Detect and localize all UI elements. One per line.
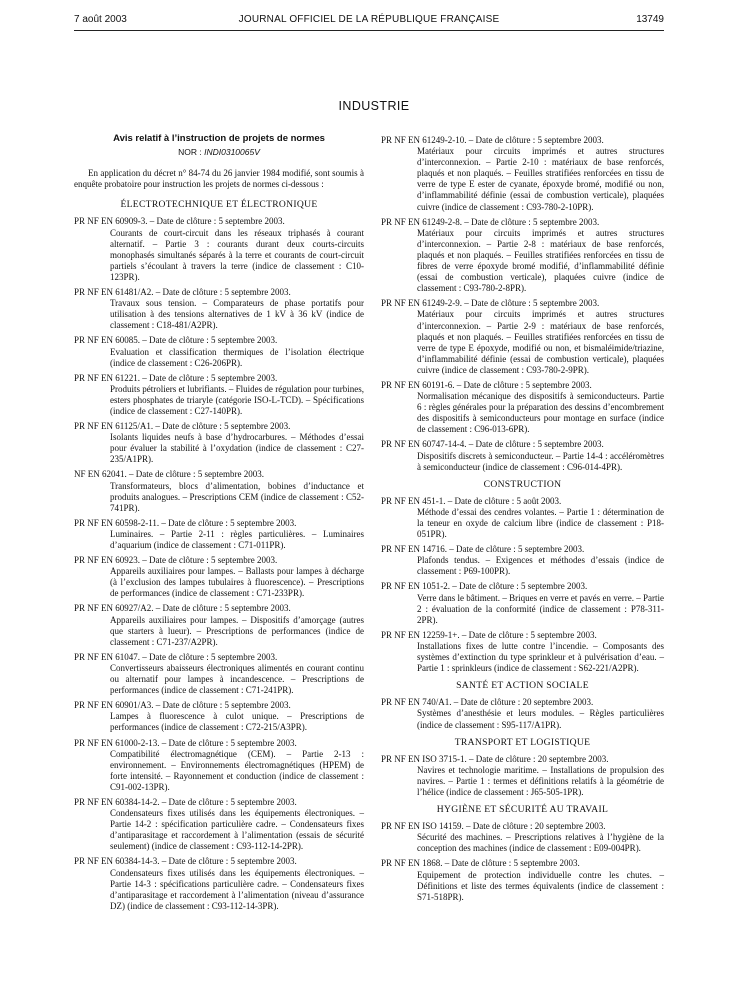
entry-reference: PR NF EN 60384-14-2. – Date de clôture : 5 septembre 2003.	[74, 796, 297, 807]
standard-entry	[381, 581, 664, 625]
entry-list	[381, 754, 664, 798]
entry-reference: PR NF EN 60747-14-4. – Date de clôture : 5 septembre 2003.	[381, 439, 604, 450]
entry-description: Installations fixes de lutte contre l’incendie. – Composants des systèmes d’extinction du type sprinkleur et à pulvérisation d’eau. – Partie 1 : sprinkleurs (indice de classement : S62-221/A2PR).	[417, 640, 664, 674]
entry-description: Compatibilité électromagnétique (CEM). – Partie 2-13 : environnement. – Environnements électromagnétiques (HPEM) de forte intensité. – Rayonnement et conduction (indice de classement : C91-002-13PR).	[110, 748, 364, 792]
entry-description: Sécurité des machines. – Prescriptions relatives à l’hygiène de la conception des machines (indice de classement : E09-004PR).	[417, 832, 664, 854]
header-date: 7 août 2003	[74, 14, 127, 25]
category-heading: ÉLECTROTECHNIQUE ET ÉLECTRONIQUE	[120, 199, 318, 211]
entry-reference: PR NF EN 60927/A2. – Date de clôture : 5 septembre 2003.	[74, 603, 291, 614]
entry-reference: PR NF EN ISO 14159. – Date de clôture : 20 septembre 2003.	[381, 821, 606, 832]
entry-list	[381, 496, 664, 674]
standard-entry	[381, 380, 664, 435]
entry-description: Convertisseurs abaisseurs électroniques alimentés en courant continu ou alternatif pour lampes à incandescence. – Prescriptions de performances (indice de classement : C71-241PR).	[110, 662, 364, 696]
entry-reference: PR NF EN 61481/A2. – Date de clôture : 5 septembre 2003.	[74, 287, 291, 298]
section-title: INDUSTRIE	[338, 99, 410, 113]
left-column	[74, 133, 364, 916]
standard-entry	[381, 496, 664, 540]
entry-reference: PR NF EN 60384-14-3. – Date de clôture : 5 septembre 2003.	[74, 856, 297, 867]
notice-intro: En application du décret n° 84-74 du 26 janvier 1984 modifié, sont soumis à enquête probatoire pour instruction les projets de normes ci-dessous :	[74, 168, 364, 190]
entry-list	[381, 697, 664, 730]
nor-line	[74, 147, 364, 158]
standard-entry	[381, 821, 664, 854]
entry-reference: PR NF EN 1051-2. – Date de clôture : 5 septembre 2003.	[381, 581, 588, 592]
entry-description: Plafonds tendus. – Exigences et méthodes d’essais (indice de classement : P69-100PR).	[417, 555, 664, 577]
entry-reference: PR NF EN 451-1. – Date de clôture : 5 août 2003.	[381, 495, 562, 506]
entry-description: Matériaux pour circuits imprimés et autres structures d’interconnexion. – Partie 2-8 : matériaux de base renforcés, plaqués et non plaqués. – Feuilles stratifiées renforcées en tissu de fibres de verre époxyde bromé modifié, d’inflammabilité définie (essai de combustion verticale), plaquées cuivre (indice de classement : C93-780-2-8PR).	[417, 227, 664, 294]
standard-entry	[381, 298, 664, 376]
entry-description: Matériaux pour circuits imprimés et autres structures d’interconnexion. – Partie 2-9 : matériaux de base renforcés, plaqués et non plaqués. – Feuilles stratifiées renforcées en tissu de verre de type E époxyde, modifié ou non, et bismaléimide/triazine, d’inflammabilité définie (essai de combustion verticale), plaquées cuivre (indice de classement : C93-780-2-9PR).	[417, 309, 664, 375]
entry-reference: PR NF EN 61221. – Date de clôture : 5 septembre 2003.	[74, 372, 278, 383]
entry-reference: PR NF EN 61249-2-9. – Date de clôture : 5 septembre 2003.	[381, 298, 600, 309]
entry-reference: PR NF EN 14716. – Date de clôture : 5 septembre 2003.	[381, 544, 585, 555]
standard-entry	[381, 697, 664, 730]
standard-entry	[381, 544, 664, 577]
nor-code: INDI0310065V	[204, 147, 260, 158]
entry-reference: NF EN 62041. – Date de clôture : 5 septembre 2003.	[74, 469, 264, 480]
standard-entry	[381, 754, 664, 798]
entry-description: Equipement de protection individuelle contre les chutes. – Définitions et liste des termes équivalents (indice de classement : S71-518PR).	[417, 869, 664, 902]
category-heading: HYGIÈNE ET SÉCURITÉ AU TRAVAIL	[436, 804, 609, 816]
standard-entry	[381, 858, 664, 902]
entry-description: Courants de court-circuit dans les réseaux triphasés à courant alternatif. – Partie 3 : courants durant deux courts-circuits monophasés simultanés séparés à la terre et courants de court-circuit partiels s’écoulant à travers la terre (indice de classement : C10-123PR).	[110, 227, 364, 282]
entry-reference: PR NF EN 61125/A1. – Date de clôture : 5 septembre 2003.	[74, 421, 291, 432]
entry-list	[381, 821, 664, 903]
standard-entry	[74, 603, 364, 647]
category-heading: CONSTRUCTION	[483, 478, 562, 490]
entry-description: Matériaux pour circuits imprimés et autres structures d’interconnexion. – Partie 2-10 : matériaux de base renforcés, plaqués et non plaqués. – Feuilles stratifiées renforcées en tissu de verre de type E ester de cyanate, époxyde bromé, modifié ou non, d’inflammabilité définie (essai de combustion verticale), plaquées cuivre (indice de classement : C93-780-2-10PR).	[417, 146, 664, 212]
standard-entry	[74, 856, 364, 911]
standard-entry	[74, 216, 364, 283]
entry-description: Verre dans le bâtiment. – Briques en verre et pavés en verre. – Partie 2 : évaluation de la conformité (indice de classement : P78-311-2PR).	[417, 592, 664, 625]
page-header	[74, 14, 664, 28]
entry-reference: PR NF EN 61047. – Date de clôture : 5 septembre 2003.	[74, 651, 278, 662]
standard-entry	[74, 287, 364, 331]
entry-description: Systèmes d’anesthésie et leurs modules. – Règles particulières (indice de classement : S95-117/A1PR).	[417, 708, 664, 730]
standard-entry	[74, 469, 364, 513]
entry-description: Normalisation mécanique des dispositifs à semiconducteurs. Partie 6 : règles générales pour la préparation des dessins d’encombrement des dispositifs à semiconducteurs pour montage en surface (indice de classement : C96-013-6PR).	[417, 391, 664, 435]
standard-entry	[74, 518, 364, 551]
entry-reference: PR NF EN 60909-3. – Date de clôture : 5 septembre 2003.	[74, 216, 285, 227]
right-column	[381, 135, 664, 907]
standard-entry	[74, 555, 364, 599]
entry-reference: PR NF EN ISO 3715-1. – Date de clôture : 20 septembre 2003.	[381, 753, 609, 764]
entry-reference: PR NF EN 12259-1+. – Date de clôture : 5 septembre 2003.	[381, 629, 597, 640]
standard-entry	[74, 373, 364, 417]
page-number: 13749	[636, 14, 664, 25]
notice-title: Avis relatif à l’instruction de projets de normes	[113, 133, 325, 144]
entry-reference: PR NF EN 60598-2-11. – Date de clôture : 5 septembre 2003.	[74, 517, 297, 528]
entry-description: Produits pétroliers et lubrifiants. – Fluides de régulation pour turbines, esters phosphates de triaryle (catégorie ISO-L-TCD). – Spécifications (indice de classement : C27-140PR).	[110, 383, 364, 416]
entry-reference: PR NF EN 61249-2-8. – Date de clôture : 5 septembre 2003.	[381, 216, 600, 227]
standard-entry	[74, 335, 364, 368]
entry-reference: PR NF EN 60085. – Date de clôture : 5 septembre 2003.	[74, 335, 278, 346]
entry-description: Méthode d’essai des cendres volantes. – Partie 1 : détermination de la teneur en oxyde de calcium libre (indice de classement : P18-051PR).	[417, 506, 664, 540]
standard-entry	[74, 421, 364, 465]
header-rule	[74, 30, 664, 31]
journal-title: JOURNAL OFFICIEL DE LA RÉPUBLIQUE FRANÇAISE	[238, 14, 500, 25]
entry-reference: PR NF EN 60191-6. – Date de clôture : 5 septembre 2003.	[381, 379, 592, 390]
entry-list	[74, 216, 364, 911]
nor-label: NOR :	[178, 147, 202, 158]
entry-reference: PR NF EN 61249-2-10. – Date de clôture : 5 septembre 2003.	[381, 135, 604, 145]
entry-description: Luminaires. – Partie 2-11 : règles particulières. – Luminaires d’aquarium (indice de classement : C71-011PR).	[110, 528, 364, 550]
standard-entry	[381, 217, 664, 295]
entry-reference: PR NF EN 60901/A3. – Date de clôture : 5 septembre 2003.	[74, 700, 291, 711]
entry-reference: PR NF EN 1868. – Date de clôture : 5 septembre 2003.	[381, 858, 580, 869]
entry-reference: PR NF EN 61000-2-13. – Date de clôture : 5 septembre 2003.	[74, 737, 297, 748]
entry-description: Dispositifs discrets à semiconducteur. – Partie 14-4 : accéléromètres à semiconducteur (indice de classement : C96-014-4PR).	[417, 450, 664, 472]
entry-description: Transformateurs, blocs d’alimentation, bobines d’inductance et produits analogues. – Prescriptions CEM (indice de classement : C52-741PR).	[110, 480, 364, 513]
entry-description: Lampes à fluorescence à culot unique. – Prescriptions de performances (indice de classement : C72-215/A3PR).	[110, 711, 364, 733]
standard-entry	[381, 630, 664, 674]
standard-entry	[74, 652, 364, 696]
entry-description: Navires et technologie maritime. – Installations de propulsion des navires. – Partie 1 : termes et définitions relatifs à la géométrie de l’hélice (indice de classement : J65-505-1PR).	[417, 764, 664, 797]
standard-entry	[74, 797, 364, 852]
entry-description: Travaux sous tension. – Comparateurs de phase portatifs pour utilisation à des tensions alternatives de 1 kV à 36 kV (indice de classement : C18-481/A2PR).	[110, 298, 364, 331]
standard-entry	[381, 135, 664, 213]
category-heading: SANTÉ ET ACTION SOCIALE	[456, 680, 589, 692]
standard-entry	[381, 439, 664, 472]
standard-entry	[74, 700, 364, 733]
entry-description: Isolants liquides neufs à base d’hydrocarbures. – Méthodes d’essai pour évaluer la stabilité à l’oxydation (indice de classement : C27-235/A1PR).	[110, 432, 364, 465]
entry-reference: PR NF EN 740/A1. – Date de clôture : 20 septembre 2003.	[381, 697, 594, 708]
standard-entry	[74, 738, 364, 793]
entry-description: Condensateurs fixes utilisés dans les équipements électroniques. – Partie 14-2 : spécification particulière cadre. – Condensateurs fixes d’antiparasitage et raccordement à l’alimentation (essais de sécurité seulement) (indice de classement : C93-112-14-2PR).	[110, 808, 364, 852]
category-heading: TRANSPORT ET LOGISTIQUE	[454, 736, 591, 748]
entry-description: Condensateurs fixes utilisés dans les équipements électroniques. – Partie 14-3 : spécifications particulière cadre. – Condensateurs fixes d’antiparasitage et raccordement à l’alimentation (niveau d’assurance DZ) (indice de classement : C93-112-14-3PR).	[110, 867, 364, 911]
entry-reference: PR NF EN 60923. – Date de clôture : 5 septembre 2003.	[74, 555, 278, 566]
entry-description: Appareils auxiliaires pour lampes. – Ballasts pour lampes à décharge (à l’exclusion des lampes tubulaires à fluorescence). – Prescriptions de performances (indice de classement : C71-233PR).	[110, 566, 364, 599]
entry-description: Appareils auxiliaires pour lampes. – Dispositifs d’amorçage (autres que starters à lueur). – Prescriptions de performances (indice de classement : C71-237/A2PR).	[110, 614, 364, 647]
entry-list	[381, 135, 664, 473]
entry-description: Evaluation et classification thermiques de l’isolation électrique (indice de classement : C26-206PR).	[110, 346, 364, 368]
